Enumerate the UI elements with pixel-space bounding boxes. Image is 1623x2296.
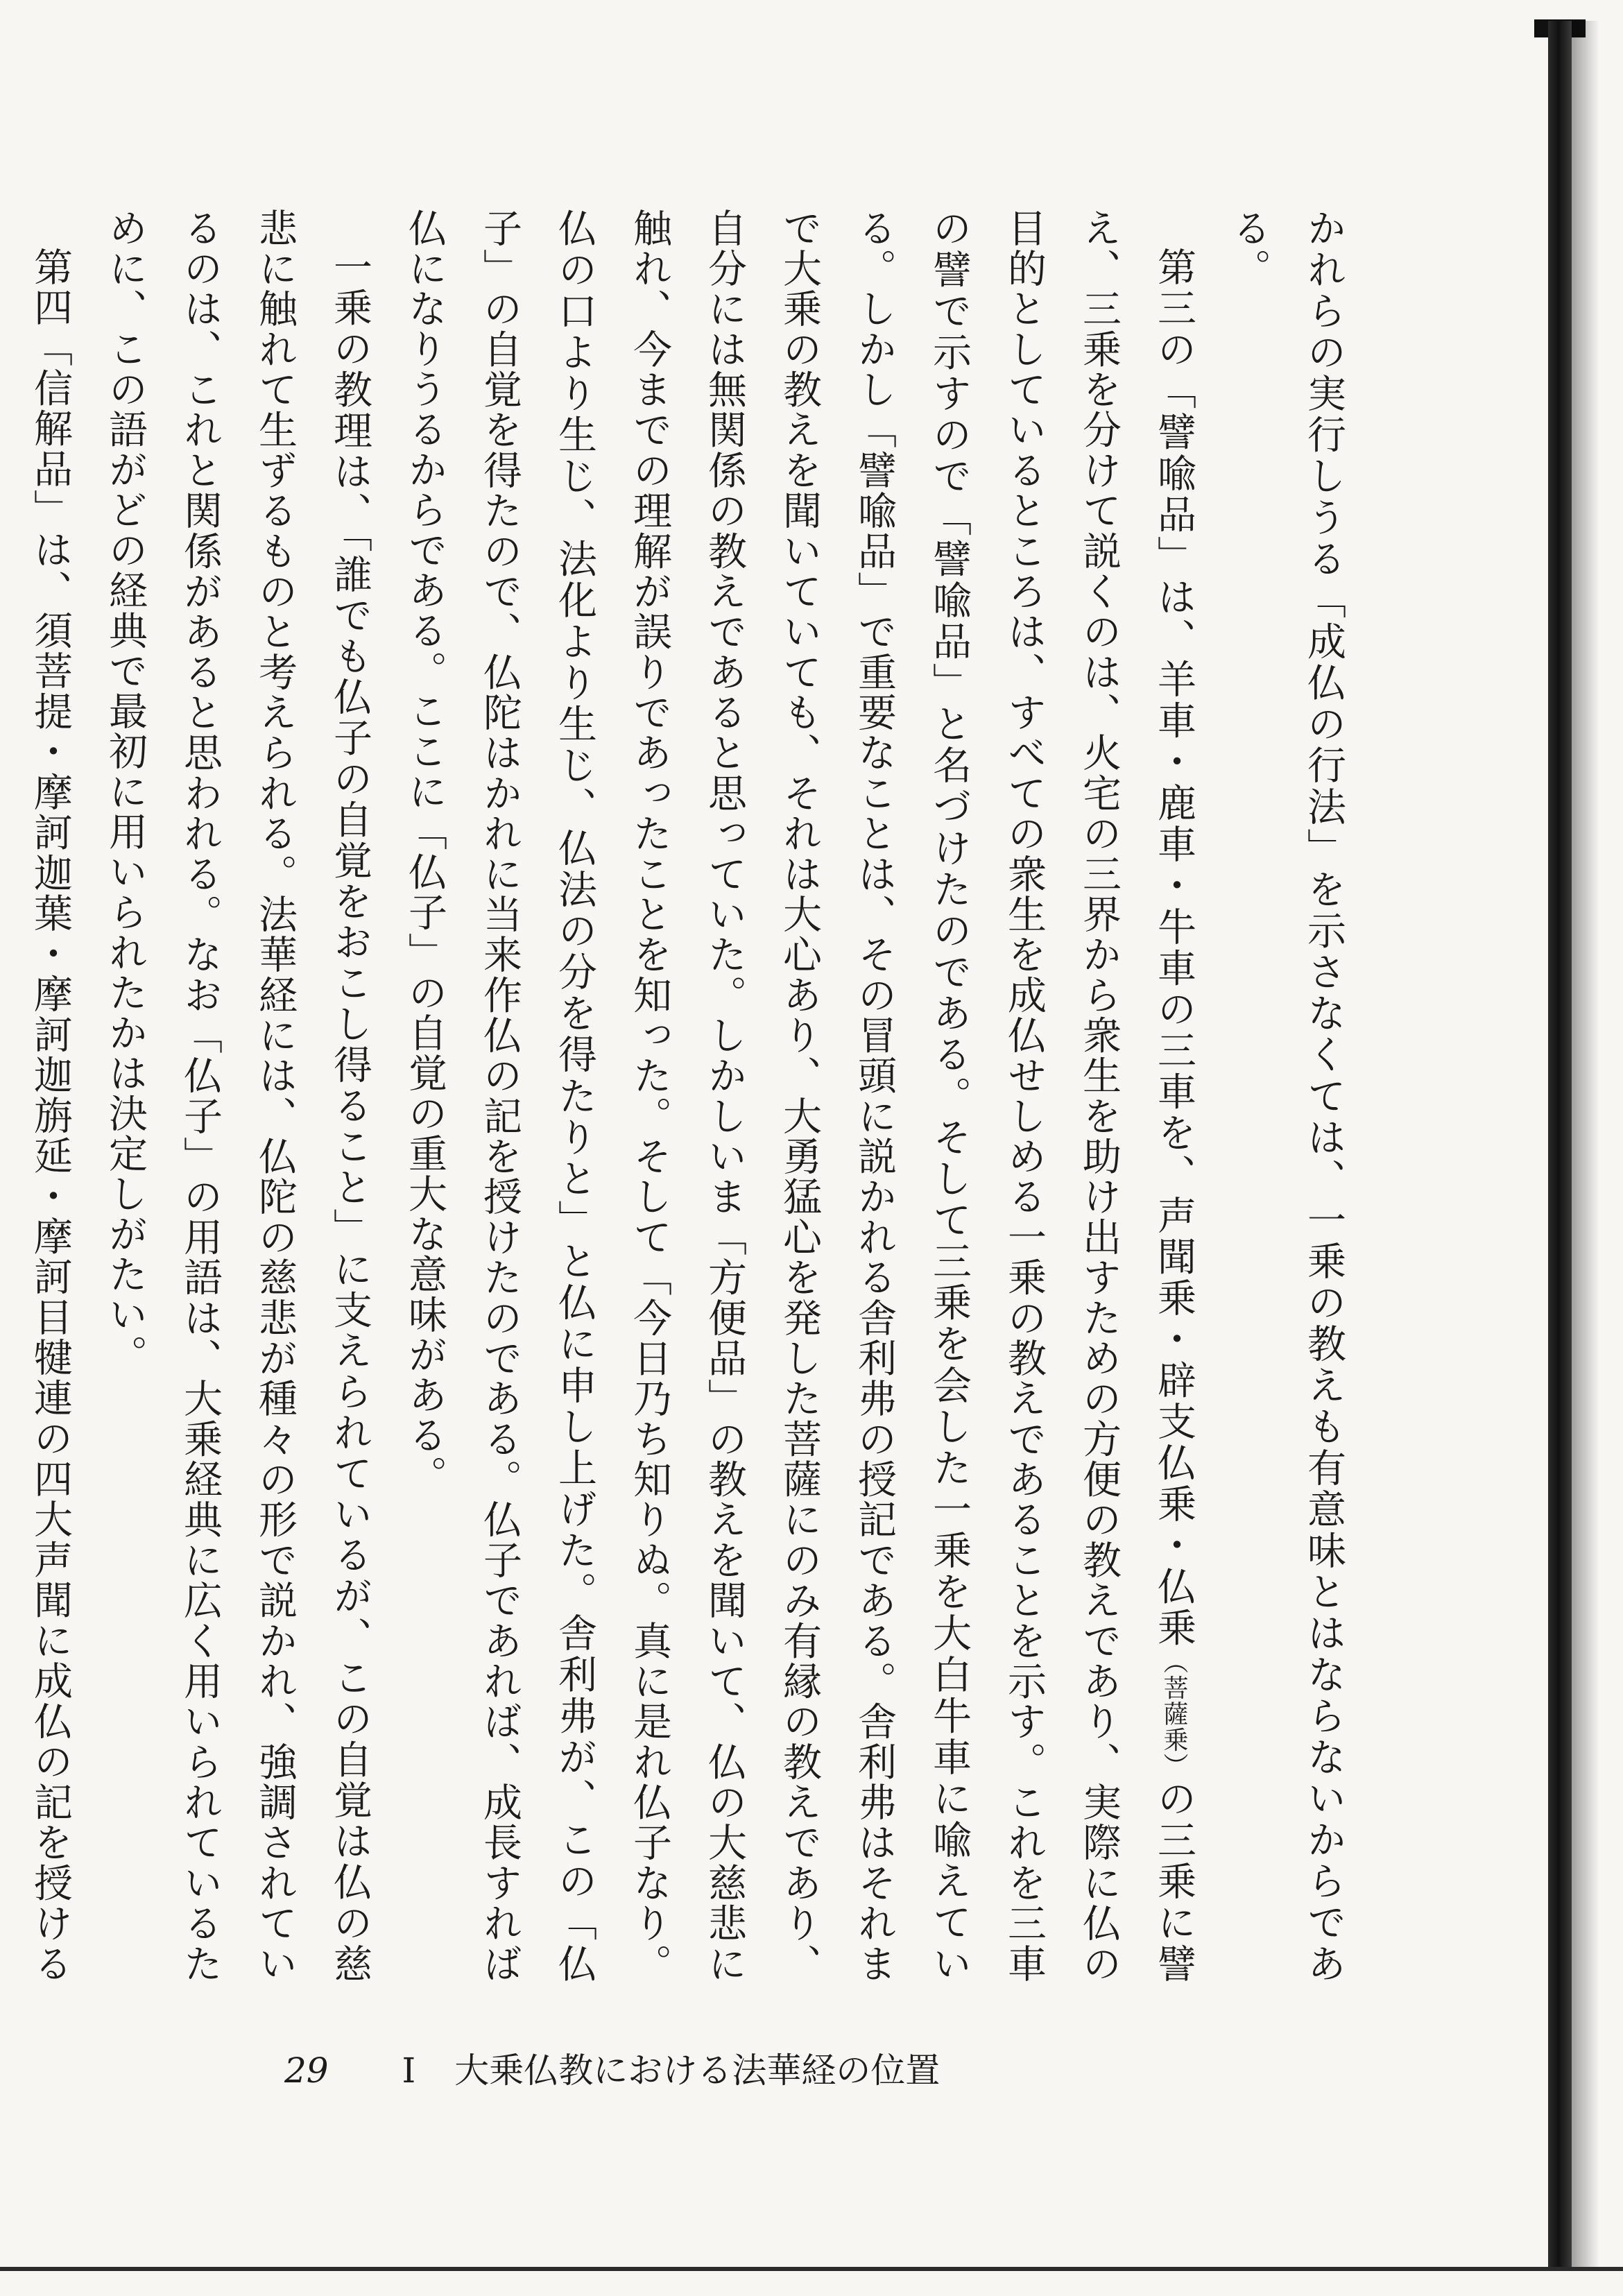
part-number: I [402, 2050, 416, 2091]
inline-note: （菩薩乗） [1160, 1649, 1188, 1779]
body-paragraph [387, 208, 1211, 1984]
binding-edge [1548, 21, 1572, 2268]
paragraph-text: 第四「信解品」は、須菩提・摩訶迦葉・摩訶迦旃延・摩訶目犍連の四大声聞に成仏の記を授ける [28, 247, 73, 1984]
page-bottom-edge [0, 2267, 1623, 2271]
body-paragraph [1211, 208, 1361, 1984]
vertical-body-text [0, 208, 1361, 1984]
running-footer [284, 2043, 940, 2093]
paragraph-text: の三乗に譬え、三乗を分けて説くのは、火宅の三界から衆生を助け出すための方便の教えであり、実際に仏の目的としているところは、すべての衆生を成仏せしめる一乗の教えであることを示す。これを三車の譬で示すので「譬喩品」と名づけたのである。そして三乗を会した一乗を大白牛車に喩えている。しかし「譬喩品」で重要なことは、その冒頭に説かれる舎利弗の授記である。舎利弗はそれまで大乗の教えを聞いていても、それは大心あり、大勇猛心を発した菩薩にのみ有縁の教えであり、自分には無関係の教えであると思っていた。しかしいま「方便品」の教えを聞いて、仏の大慈悲に触れ、今までの理解が誤りであったことを知った。そして「今日乃ち知りぬ。真に是れ仏子なり。仏の口より生じ、法化より生じ、仏法の分を得たりと」と仏に申し上げた。舎利弗が、この「仏子」の自覚を得たので、仏陀はかれに当来作仏の記を授けたのである。仏子であれば、成長すれば仏になりうるからである。ここに「仏子」の自覚の重大な意味がある。 [402, 208, 1196, 1985]
chapter-title: 大乗仏教における法華経の位置 [454, 2050, 941, 2091]
paragraph-text: かれらの実行しうる「成仏の行法」を示さなくては、一乗の教えも有意味とはならないからである。 [1226, 208, 1346, 1984]
binding-shadow [1572, 21, 1599, 2268]
paragraph-text: 第三の「譬喩品」は、羊車・鹿車・牛車の三車を、声聞乗・辟支仏乗・仏乗 [1151, 247, 1196, 1650]
body-paragraph [87, 208, 387, 1984]
body-paragraph [0, 208, 87, 1984]
page-number: 29 [284, 2050, 329, 2091]
paragraph-text: 一乗の教理は、「誰でも仏子の自覚をおこし得ること」に支えられているが、この自覚は仏の慈悲に触れて生ずるものと考えられる。法華経には、仏陀の慈悲が種々の形で説かれ、強調されているのは、これと関係があると思われる。なお「仏子」の用語は、大乗経典に広く用いられているために、この語がどの経典で最初に用いられたかは決定しがたい。 [103, 208, 372, 1984]
